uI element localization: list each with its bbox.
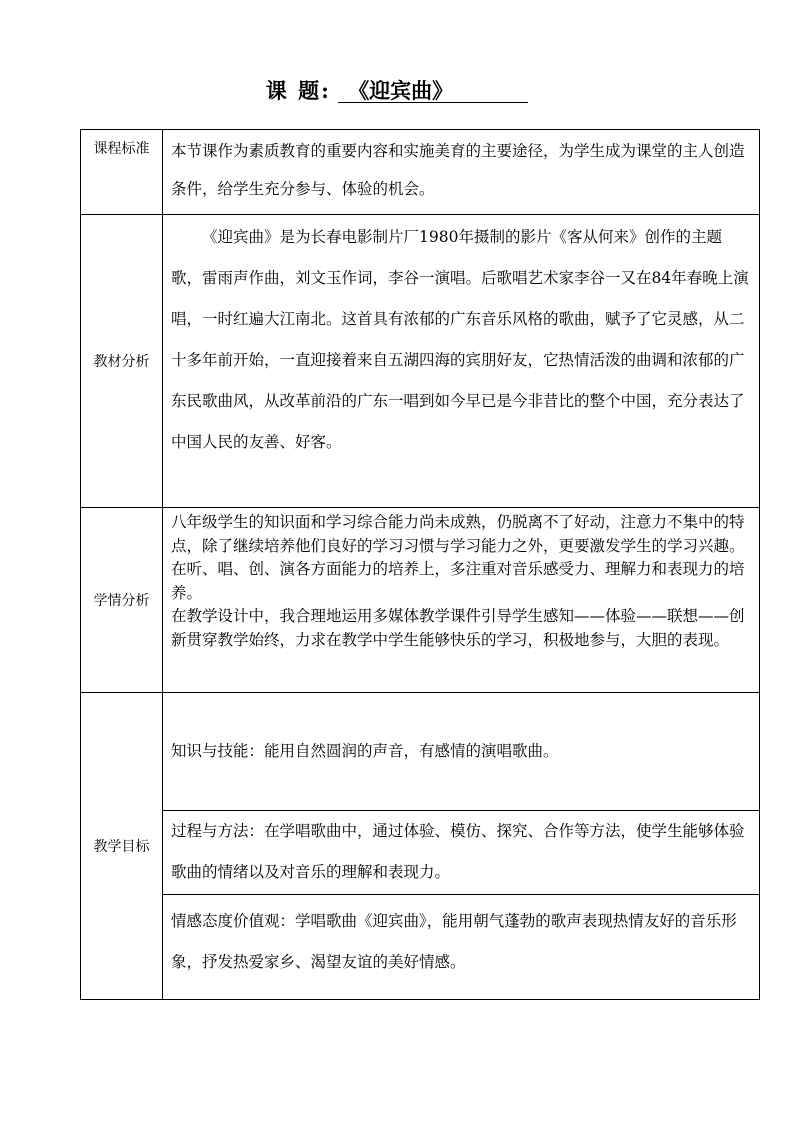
- lesson-plan-table: [80, 129, 760, 1000]
- row-text-student-analysis: [163, 508, 760, 693]
- material-analysis-text: 《迎宾曲》是为长春电影制片厂1980年摄制的影片《客从何来》创作的主题歌，雷雨声作曲，刘文玉作词，李谷一演唱。后歌唱艺术家李谷一又在84年春晚上演唱，一时红遍大江南北。这首具有浓郁的广东音乐风格的歌曲，赋予了它灵感，从二十多年前开始，一直迎接着来自五湖四海的宾朋好友，它热情活泼的曲调和浓郁的广东民歌曲风，从改革前沿的广东一唱到如今早已是今非昔比的整个中国，充分表达了中国人民的友善、好客。: [171, 228, 749, 451]
- row-label-curriculum-standard: 课程标准: [81, 130, 163, 215]
- row-label-material-analysis: 教材分析: [81, 215, 163, 508]
- table-row-teaching-goal-3: [81, 895, 760, 1000]
- curriculum-standard-text: 本节课作为素质教育的重要内容和实施美育的主要途径，为学生成为课堂的主人创造条件，给学生充分参与、体验的机会。: [171, 142, 745, 198]
- teaching-goal-text-3: 情感态度价值观：学唱歌曲《迎宾曲》，能用朝气蓬勃的歌声表现热情友好的音乐形象，抒发热爱家乡、渴望友谊的美好情感。: [171, 912, 737, 971]
- teaching-goal-process: [163, 811, 760, 895]
- row-label-teaching-goals: 教学目标: [81, 693, 163, 1000]
- table-row-curriculum-standard: [81, 130, 760, 215]
- teaching-goal-text-1: 知识与技能：能用自然圆润的声音，有感情的演唱歌曲。: [171, 742, 559, 760]
- teaching-goal-text-2: 过程与方法：在学唱歌曲中，通过体验、模仿、探究、合作等方法，使学生能够体验歌曲的情绪以及对音乐的理解和表现力。: [171, 822, 745, 881]
- title-topic: 《迎宾曲》: [338, 80, 528, 103]
- student-analysis-para-2: 在教学设计中，我合理地运用多媒体教学课件引导学生感知——体验——联想——创新贯穿教学始终，力求在教学中学生能够快乐的学习，积极地参与，大胆的表现。: [171, 607, 745, 649]
- title-label: 课 题:: [265, 78, 331, 103]
- table-row-material-analysis: [81, 215, 760, 508]
- row-label-student-analysis: 学情分析: [81, 508, 163, 693]
- row-text-material-analysis: [163, 215, 760, 508]
- table-row-student-analysis: [81, 508, 760, 693]
- teaching-goal-knowledge: [163, 693, 760, 811]
- page-title: [0, 76, 794, 106]
- teaching-goal-emotion: [163, 895, 760, 1000]
- table-row-teaching-goal-1: [81, 693, 760, 811]
- table-row-teaching-goal-2: [81, 811, 760, 895]
- student-analysis-para-1: 八年级学生的知识面和学习综合能力尚未成熟，仍脱离不了好动，注意力不集中的特点，除了继续培养他们良好的学习习惯与学习能力之外，更要激发学生的学习兴趣。在听、唱、创、演各方面能力的培养上，多注重对音乐感受力、理解力和表现力的培养。: [171, 513, 745, 602]
- row-text-curriculum-standard: [163, 130, 760, 215]
